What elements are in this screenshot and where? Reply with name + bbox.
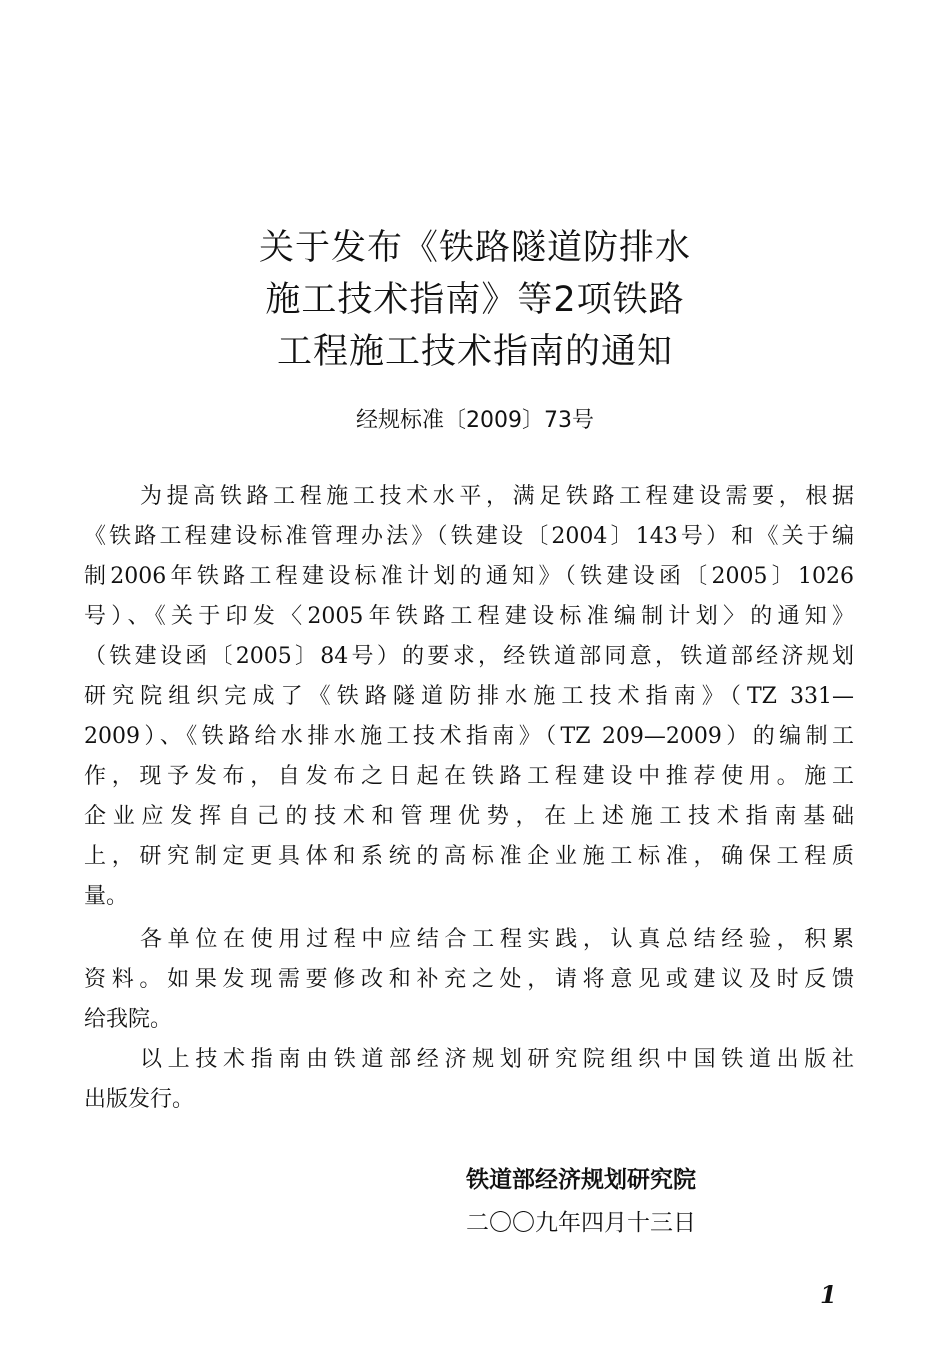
- paragraph-2: [84, 920, 854, 1040]
- paragraph-line: 制2006年铁路工程建设标准计划的通知》（铁建设函〔2005〕1026: [84, 564, 854, 589]
- paragraph-line: 为提高铁路工程施工技术水平，满足铁路工程建设需要，根据: [140, 484, 854, 509]
- signature-organization: 铁道部经济规划研究院: [466, 1167, 696, 1193]
- paragraph-line: 2009）、《铁路给水排水施工技术指南》（TZ 209—2009）的编制工: [84, 724, 854, 749]
- signature-date: 二〇〇九年四月十三日: [466, 1210, 696, 1236]
- paragraph-line: 号）、《关于印发〈2005年铁路工程建设标准编制计划〉的通知》: [84, 604, 854, 629]
- paragraph-line: 资料。如果发现需要修改和补充之处，请将意见或建议及时反馈: [84, 967, 854, 992]
- paragraph-line: 给我院。: [84, 1007, 173, 1032]
- paragraph-3: [84, 1040, 854, 1120]
- title-line-1: 关于发布《铁路隧道防排水: [258, 228, 691, 268]
- paragraph-line: 上，研究制定更具体和系统的高标准企业施工标准，确保工程质: [84, 844, 854, 869]
- paragraph-line: 各单位在使用过程中应结合工程实践，认真总结经验，积累: [140, 927, 854, 952]
- page-number: 1: [820, 1280, 837, 1309]
- paragraph-1: [84, 477, 854, 917]
- title-line-3: 工程施工技术指南的通知: [276, 332, 673, 372]
- paragraph-line: 出版发行。: [84, 1087, 195, 1112]
- paragraph-line: （铁建设函〔2005〕84号）的要求，经铁道部同意，铁道部经济规划: [84, 644, 854, 669]
- paragraph-line: 量。: [84, 884, 129, 909]
- title-line-2: 施工技术指南》等2项铁路: [265, 280, 685, 320]
- paragraph-line: 以上技术指南由铁道部经济规划研究院组织中国铁道出版社: [140, 1047, 854, 1072]
- document-title: [0, 222, 950, 378]
- document-number: 经规标准〔2009〕73号: [356, 408, 594, 433]
- paragraph-line: 研究院组织完成了《铁路隧道防排水施工技术指南》（TZ 331—: [84, 684, 854, 709]
- paragraph-line: 《铁路工程建设标准管理办法》（铁建设〔2004〕143号）和《关于编: [84, 524, 854, 549]
- paragraph-line: 作，现予发布，自发布之日起在铁路工程建设中推荐使用。施工: [84, 764, 854, 789]
- paragraph-line: 企业应发挥自己的技术和管理优势，在上述施工技术指南基础: [84, 804, 854, 829]
